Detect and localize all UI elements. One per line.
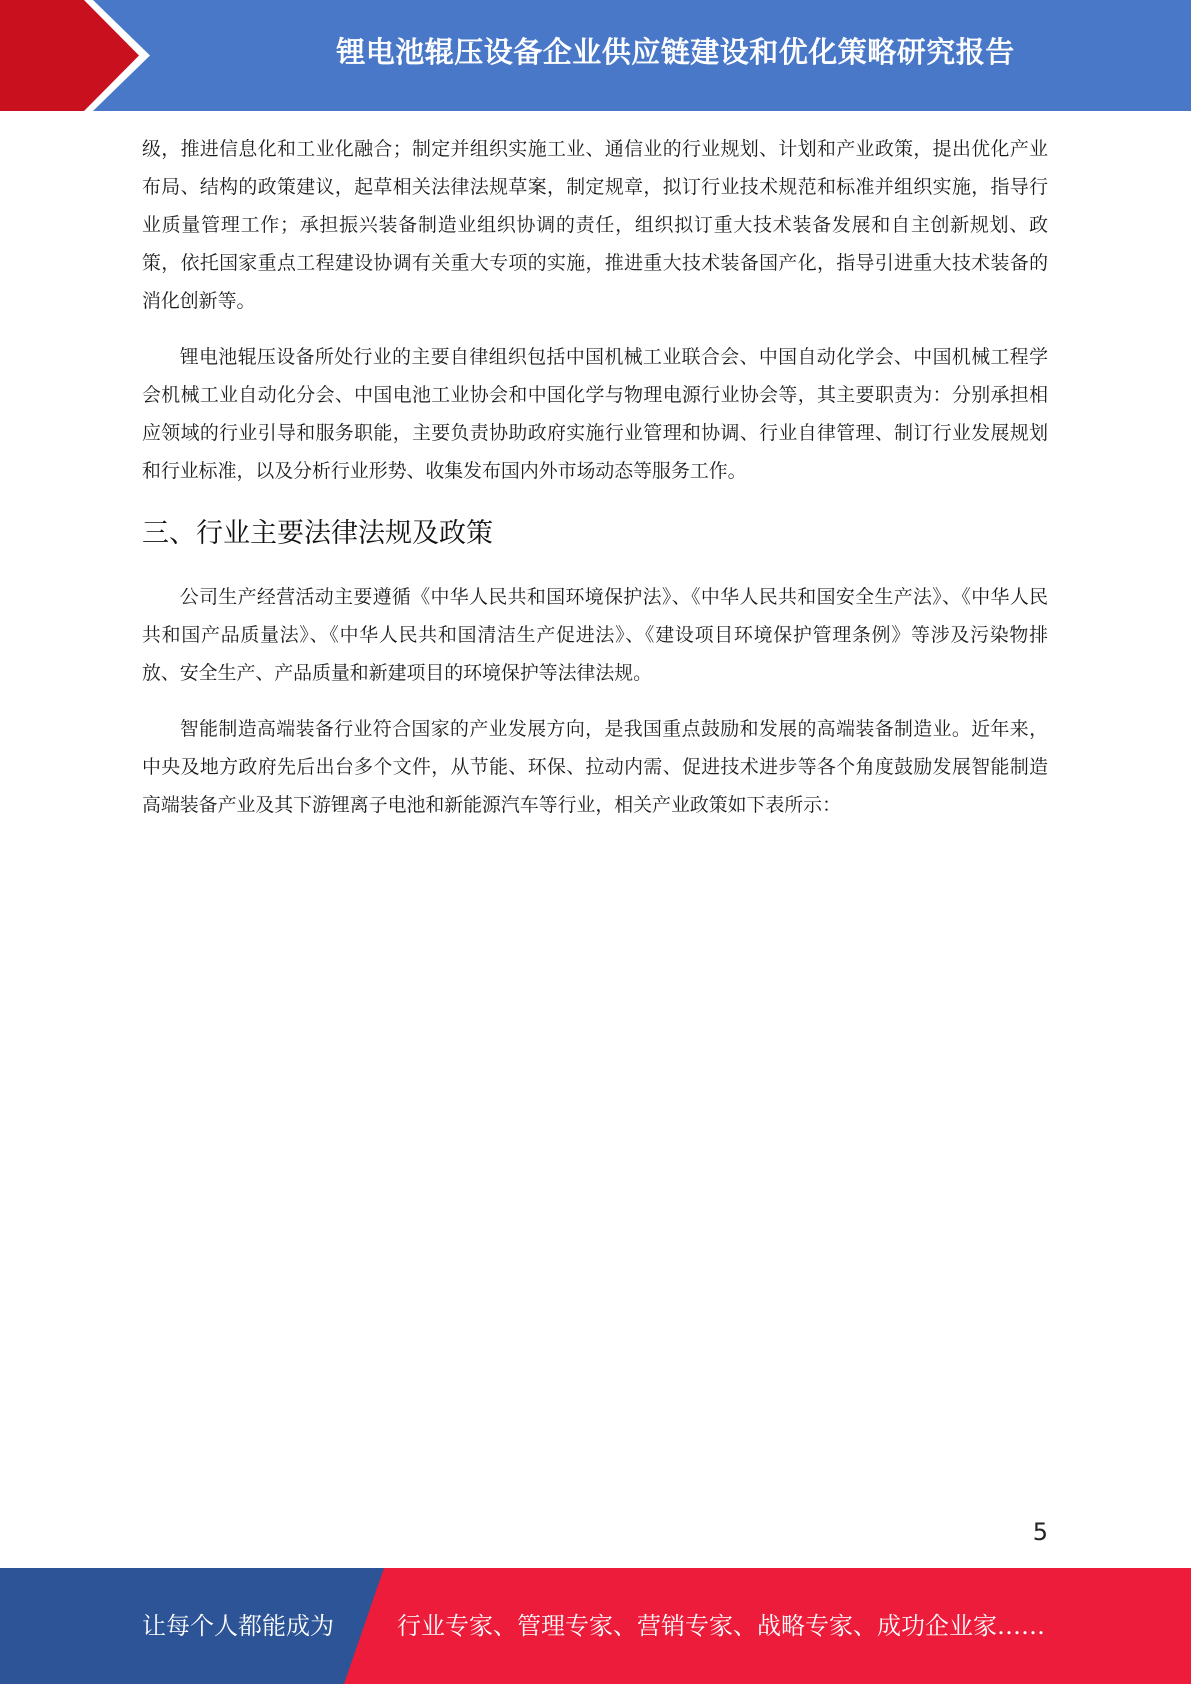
paragraph-gap [142,320,1048,338]
header-red-arrow-decoration [0,0,160,111]
body-paragraph: 公司生产经营活动主要遵循《中华人民共和国环境保护法》、《中华人民共和国安全生产法》、《中华人民共和国产品质量法》、《中华人民共和国清洁生产促进法》、《建设项目环境保护管理条例》等涉及污染物排放、安全生产、产品质量和新建项目的环境保护等法律法规。 [142,586,1048,684]
body-paragraph: 级，推进信息化和工业化融合；制定并组织实施工业、通信业的行业规划、计划和产业政策，提出优化产业布局、结构的政策建议，起草相关法律法规草案，制定规章，拟订行业技术规范和标准并组织实施，指导行业质量管理工作；承担振兴装备制造业组织协调的责任，组织拟订重大技术装备发展和自主创新规划、政策，依托国家重点工程建设协调有关重大专项的实施，推进重大技术装备国产化，指导引进重大技术装备的消化创新等。 [142,138,1048,312]
page-content [142,130,1048,824]
page-number: 5 [1032,1518,1048,1546]
page-header [0,0,1191,111]
report-title: 锂电池辊压设备企业供应链建设和优化策略研究报告 [336,35,1015,69]
paragraph-gap [142,692,1048,710]
body-paragraph: 智能制造高端装备行业符合国家的产业发展方向，是我国重点鼓励和发展的高端装备制造业。近年来，中央及地方政府先后出台多个文件，从节能、环保、拉动内需、促进技术进步等各个角度鼓励发展智能制造高端装备产业及其下游锂离子电池和新能源汽车等行业，相关产业政策如下表所示： [142,718,1048,816]
footer-slogan-left: 让每个人都能成为 [142,1612,334,1640]
footer-slogan-right: 行业专家、管理专家、营销专家、战略专家、成功企业家…… [397,1612,1045,1640]
section-heading: 三、行业主要法律法规及政策 [142,518,493,549]
page-footer [0,1568,1191,1684]
body-paragraph: 锂电池辊压设备所处行业的主要自律组织包括中国机械工业联合会、中国自动化学会、中国机械工程学会机械工业自动化分会、中国电池工业协会和中国化学与物理电源行业协会等，其主要职责为：分别承担相应领域的行业引导和服务职能，主要负责协助政府实施行业管理和协调、行业自律管理、制订行业发展规划和行业标准，以及分析行业形势、收集发布国内外市场动态等服务工作。 [142,346,1048,482]
